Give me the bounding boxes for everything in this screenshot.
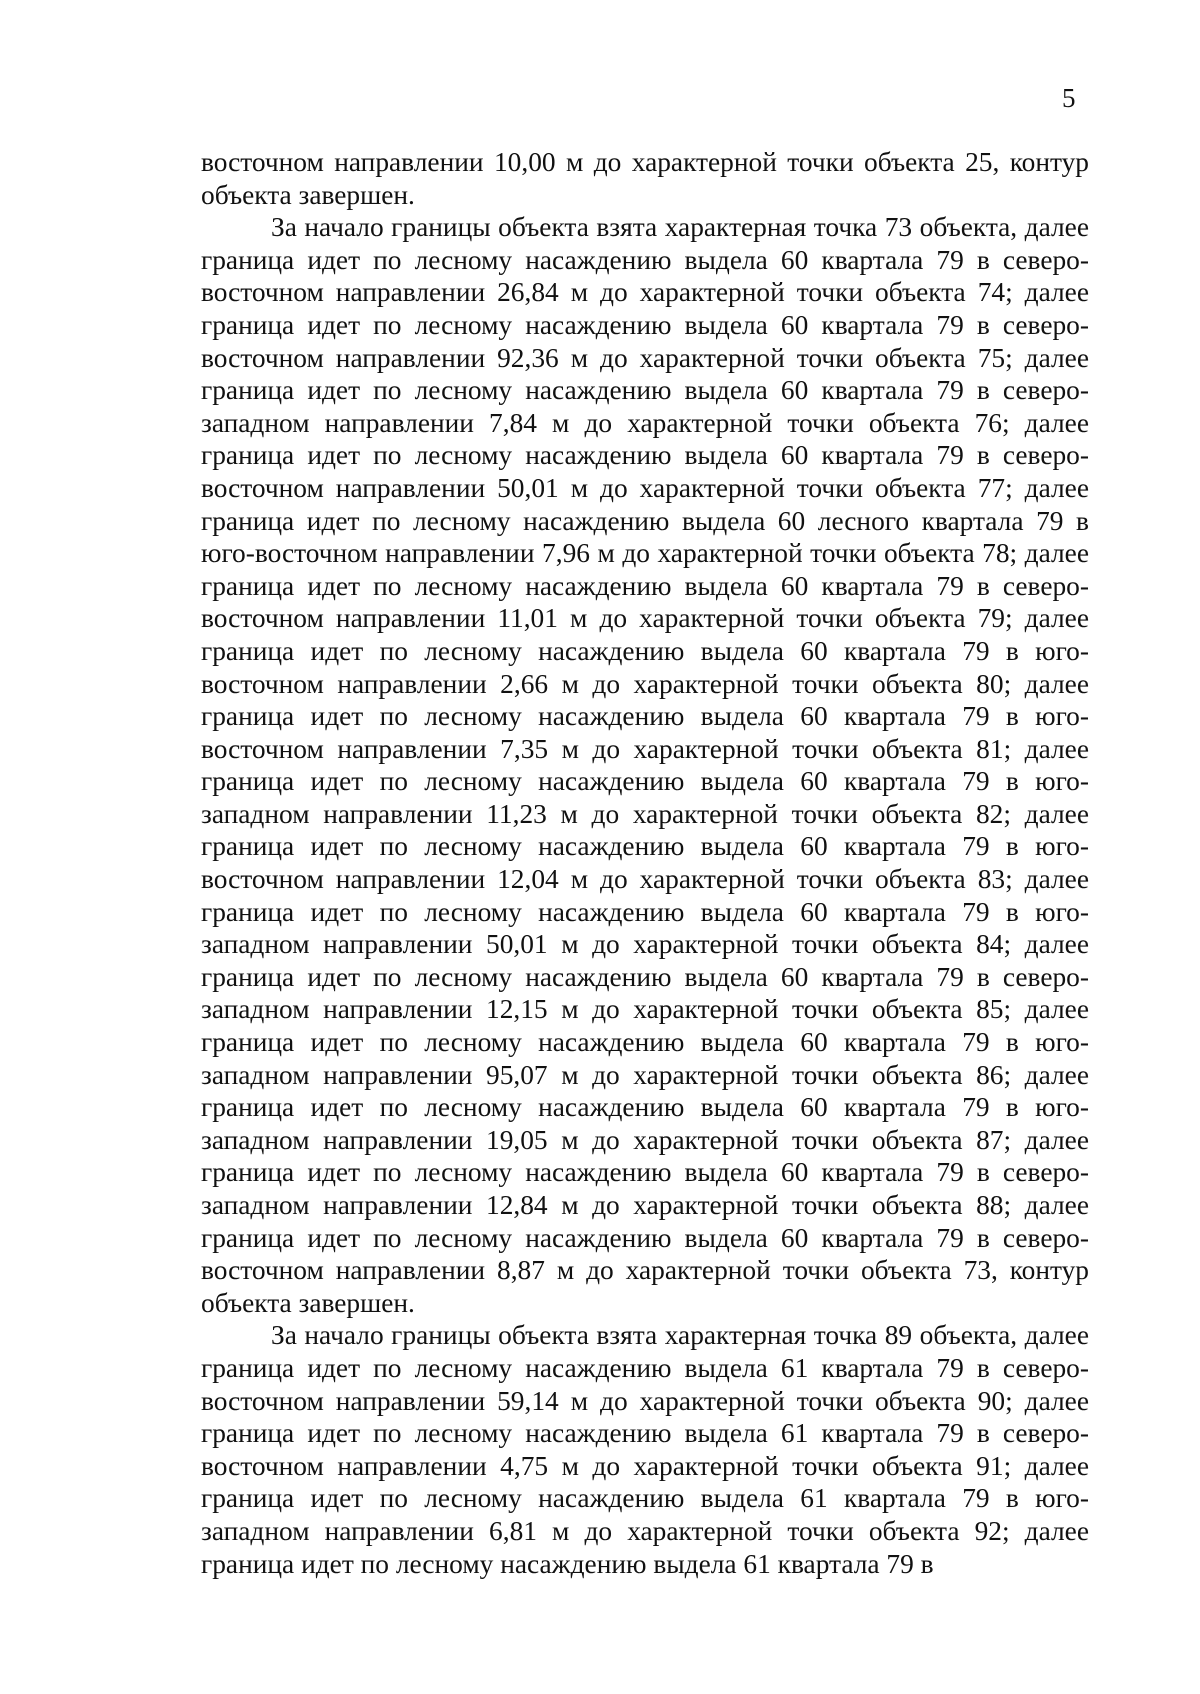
page-number: 5 [1062,83,1076,113]
paragraph-continuation: восточном направлении 10,00 м до характерной точки объекта 25, контур объекта завершен. [201,147,1089,210]
paragraph-boundary-object-89: За начало границы объекта взята характерная точка 89 объекта, далее граница идет по лесному насаждению выдела 61 квартала 79 в северо-восточном направлении 59,14 м до характерной точки объекта 90; далее граница идет по лесному насаждению выдела 61 квартала 79 в северо-восточном направлении 4,75 м до характерной точки объекта 91; далее граница идет по лесному насаждению выдела 61 квартала 79 в юго-западном направлении 6,81 м до характерной точки объекта 92; далее граница идет по лесному насаждению выдела 61 квартала 79 в [201,1320,1089,1579]
document-body [201,146,1089,1580]
paragraph-boundary-object-73: За начало границы объекта взята характерная точка 73 объекта, далее граница идет по лесному насаждению выдела 60 квартала 79 в северо-восточном направлении 26,84 м до характерной точки объекта 74; далее граница идет по лесному насаждению выдела 60 квартала 79 в северо-восточном направлении 92,36 м до характерной точки объекта 75; далее граница идет по лесному насаждению выдела 60 квартала 79 в северо-западном направлении 7,84 м до характерной точки объекта 76; далее граница идет по лесному насаждению выдела 60 квартала 79 в северо-восточном направлении 50,01 м до характерной точки объекта 77; далее граница идет по лесному насаждению выдела 60 лесного квартала 79 в юго-восточном направлении 7,96 м до характерной точки объекта 78; далее граница идет по лесному насаждению выдела 60 квартала 79 в северо-восточном направлении 11,01 м до характерной точки объекта 79; далее граница идет по лесному насаждению выдела 60 квартала 79 в юго-восточном направлении 2,66 м до характерной точки объекта 80; далее граница идет по лесному насаждению выдела 60 квартала 79 в юго-восточном направлении 7,35 м до характерной точки объекта 81; далее граница идет по лесному насаждению выдела 60 квартала 79 в юго-западном направлении 11,23 м до характерной точки объекта 82; далее граница идет по лесному насаждению выдела 60 квартала 79 в юго-восточном направлении 12,04 м до характерной точки объекта 83; далее граница идет по лесному насаждению выдела 60 квартала 79 в юго-западном направлении 50,01 м до характерной точки объекта 84; далее граница идет по лесному насаждению выдела 60 квартала 79 в северо-западном направлении 12,15 м до характерной точки объекта 85; далее граница идет по лесному насаждению выдела 60 квартала 79 в юго-западном направлении 95,07 м до характерной точки объекта 86; далее граница идет по лесному насаждению выдела 60 квартала 79 в юго-западном направлении 19,05 м до характерной точки объекта 87; далее граница идет по лесному насаждению выдела 60 квартала 79 в северо-западном направлении 12,84 м до характерной точки объекта 88; далее граница идет по лесному насаждению выдела 60 квартала 79 в северо-восточном направлении 8,87 м до характерной точки объекта 73, контур объекта завершен. [201,212,1089,1318]
